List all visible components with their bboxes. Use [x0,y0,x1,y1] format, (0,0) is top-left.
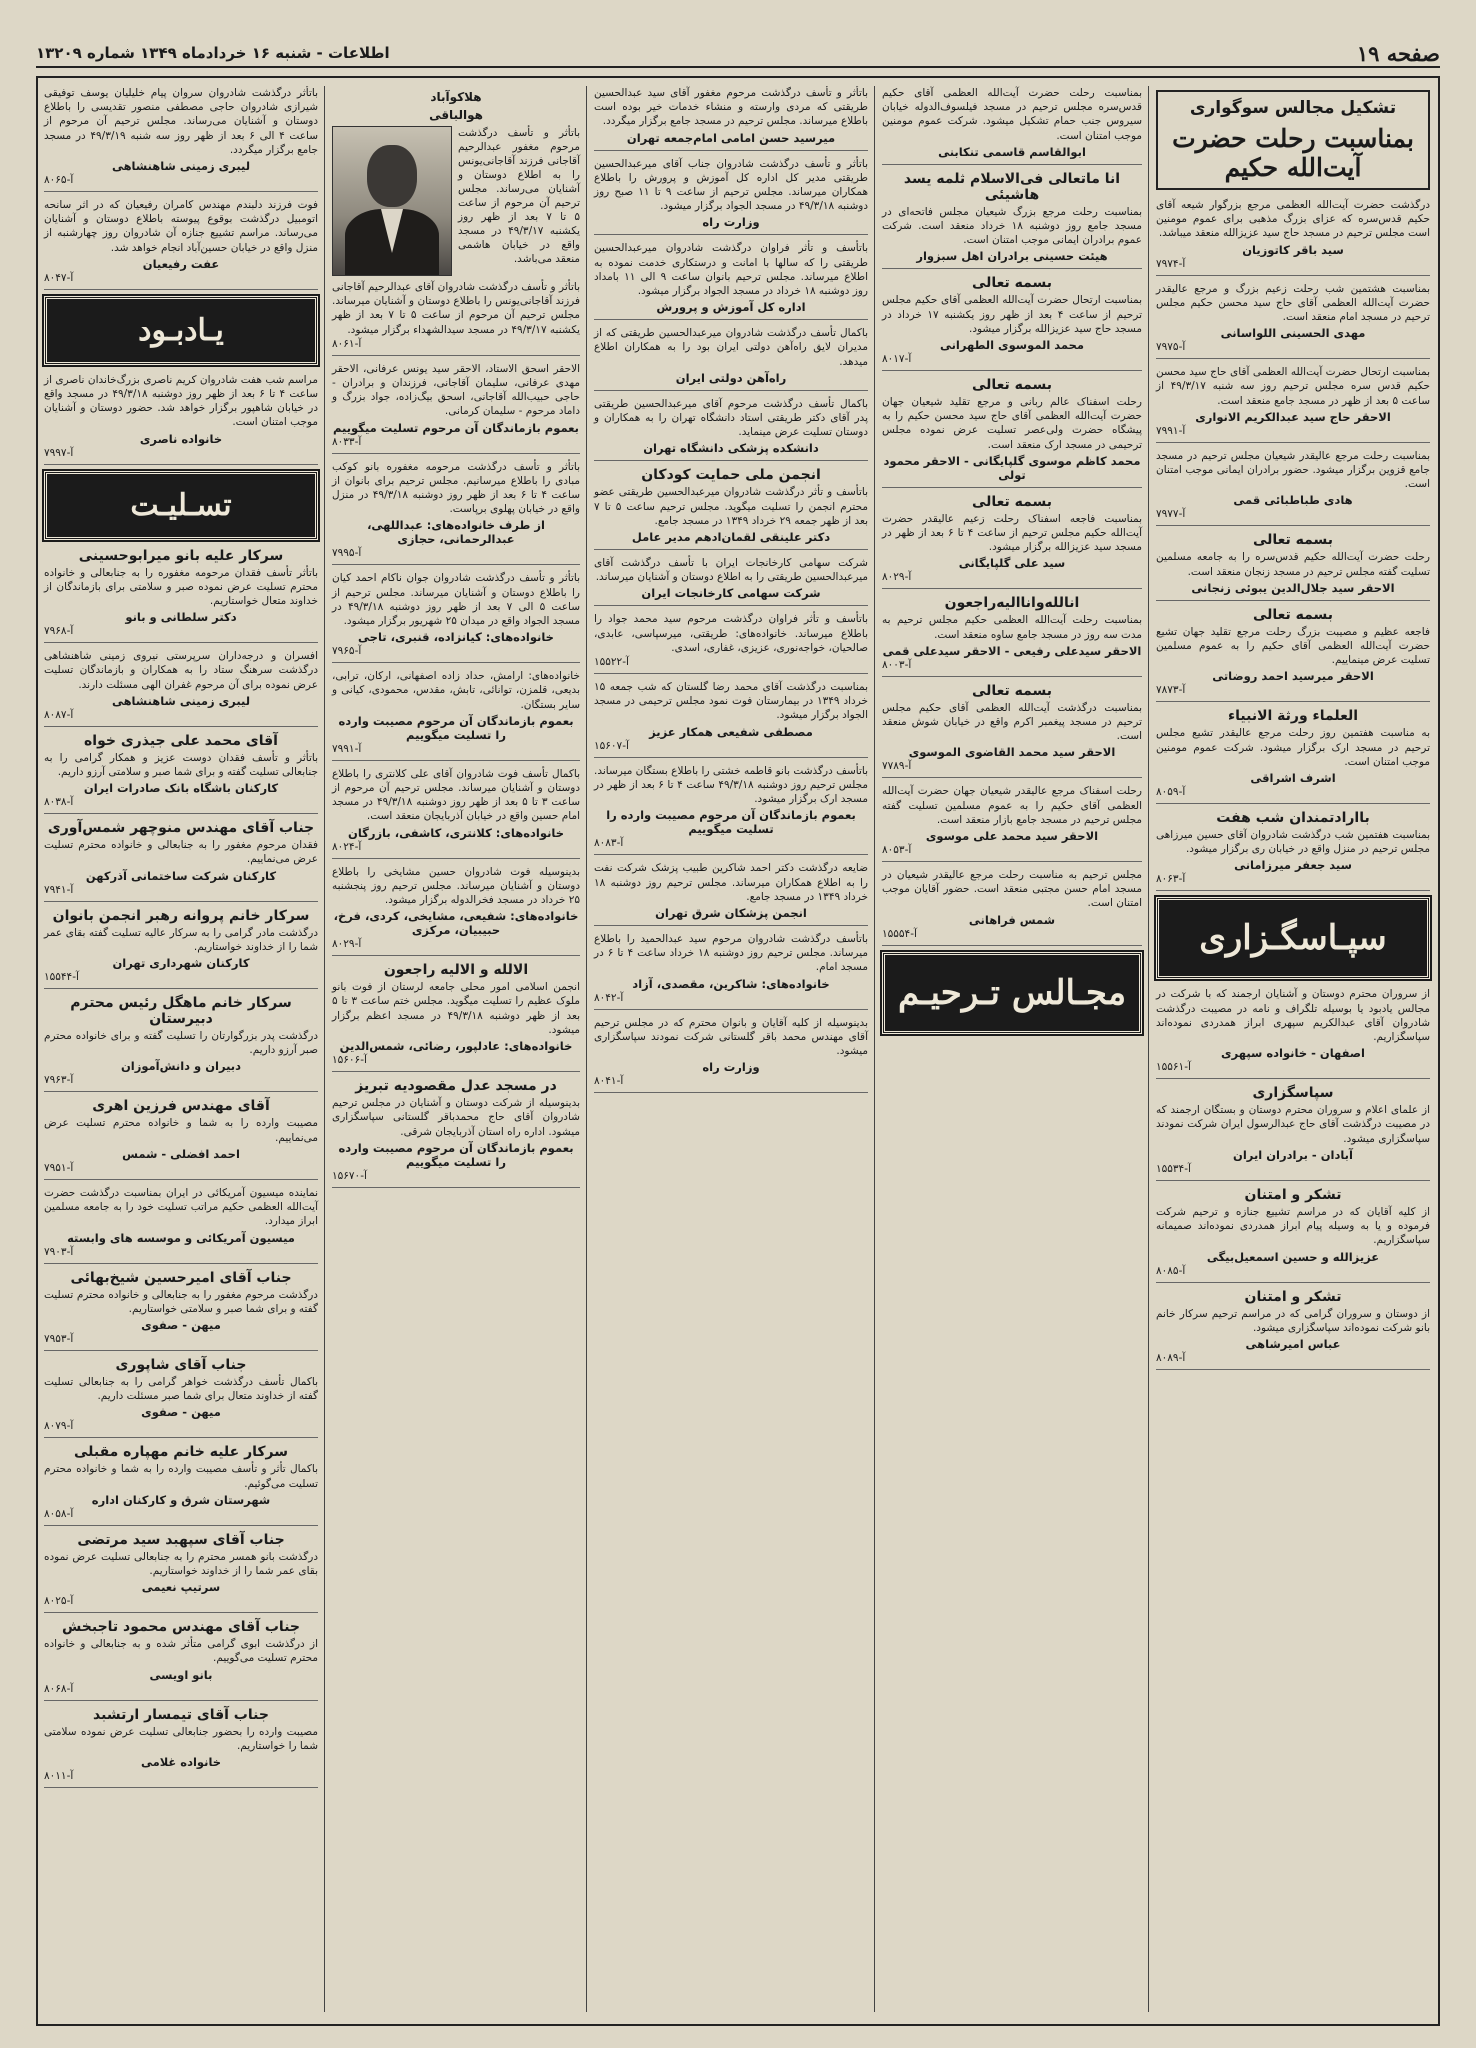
notice [44,1707,318,1788]
notice-body: بمناسبت رحلت مرجع بزرگ شیعیان مجلس فاتحه‌ای در مسجد جامع روز دوشنبه ۱۸ خرداد منعقد است. شرکت عموم برادران ایمانی موجب امتنان است. [882,205,1142,247]
notice-code: آ-۷۹۷۴ [1156,257,1186,270]
notice-body: درگذشت مادر گرامی را به سرکار عالیه تسلیت گفته بقای عمر شما را از خداوند خواستاریم. [44,926,318,953]
notice-sign: الاحقر حاج سید عبدالکریم الانواری [1195,409,1391,424]
notice-code: آ-۷۹۴۱ [44,883,74,896]
notice-code: آ-۱۵۵۴۴ [44,971,79,984]
notice-sign: سید جعفر میرزامانی [1234,858,1352,873]
notice-body: بدینوسیله از کلیه آقایان و بانوان محترم که در مجلس ترحیم آقای مهندس محمد باقر گلستانی شرکت نمودند سپاسگزاری میشود. [594,1016,868,1057]
notice-code: آ-۸۰۶۱ [332,337,362,350]
notice [332,767,580,859]
notice-body: بمناسبت ارتحال حضرت آیت‌الله العظمی آقای حاج سید محسن حکیم قدس سره مجلس ترحیم روز سه شنبه ۴۹/۳/۱۷ از ساعت ۵ بعد از ظهر در مسجد جامع منعقد است. [1156,366,1430,407]
notice-body: بدینوسیله از شرکت دوستان و آشنایان در مجلس ترحیم شادروان آقای حاج محمدباقر گلستانی سپاسگزاری میشود. اداره راه استان آذربایجان شرقی. [332,1097,580,1138]
notice-body: بمناسبت درگذشت آیت‌الله العظمی آقای حکیم مجلس ترحیم در مسجد پیغمبر اکرم واقع در خیابان شوش منعقد است. [882,701,1142,743]
notice-code: آ-۸۰۲۵ [44,1595,74,1608]
notice [44,1186,318,1264]
notice [594,932,868,1010]
notice [44,1098,318,1179]
notice-sign: بعموم بازماندگان آن مرحوم مصیبت وارده را تسلیت میگوییم [338,1140,574,1169]
notice-sign: عفت رفیعیان [142,256,220,271]
notice-title: بسمه تعالی [1252,606,1334,623]
notice-code: آ-۸۰۲۴ [332,840,362,853]
banner-tasliyat: تسـلیـت [44,471,318,540]
notice [882,683,1142,779]
notice-body: بمناسبت هفتمین شب درگذشت شادروان آقای حسین میرزاهی مجلس ترحیم در منزل واقع در خیابان ری برگزار میشود. [1156,829,1430,856]
notice [332,962,580,1072]
notice-title: انجمن ملی حمایت کودکان [641,467,821,484]
notice [44,1532,318,1613]
notice-code: آ-۷۹۶۳ [44,1074,74,1087]
notice-sign: الاحقر میرسید احمد روضاتی [1212,669,1374,684]
notice [882,377,1142,488]
notice-title: باارادتمندان شب هفت [1216,810,1370,827]
notice [332,571,580,663]
notice-sign: اداره کل آموزش و پرورش [656,300,806,315]
notice-code: آ-۸۰۴۱ [594,1075,624,1088]
col3-notices [588,86,874,1093]
column-rule [874,86,875,2012]
notice-code: آ-۸۰۴۷ [44,271,74,284]
col2-notices [326,280,586,1188]
notice-body: باتأثر و تأسف فقدان دوست عزیز و همکار گرامی را به جنابعالی تسلیت گفته و برای شما صبر و سلامتی آرزو داریم. [44,751,318,779]
notice-code: آ-۱۵۶۷۰ [332,1169,367,1182]
column-3 [588,86,874,2012]
notice-body: فوت فرزند دلبندم مهندس کامران رفیعیان که در اثر سانحه اتومبیل درگذشت بوقوع پیوسته باطلاع دوستان و آشنایان می‌رساند. مراسم تشییع جنازه آن شادروان روز چهارشنبه از منزل واقع در خیابان حسین‌آباد انجام خواهد شد. [44,199,318,254]
main-headline-box [1156,90,1430,190]
notice-body: باتأسف و تأثر درگذشت شادروان میرعبدالحسین طریقتی عضو محترم انجمن را تسلیت میگوید. مجلس ترحیم ساعت ۵ تا ۷ بعد از ظهر جمعه ۲۹ خرداد ۱۳۴۹ در مسجد جامع. [594,486,869,527]
notice-body: بمناسبت هشتمین شب رحلت زعیم بزرگ و مرجع عالیقدر حضرت آیت‌الله العظمی آقای حاج سید محسن حکیم مجلس ترحیم در مسجد امام منعقد است. [1156,282,1430,324]
notice [882,784,1142,862]
notice-code: آ-۷۸۷۳ [1156,684,1186,697]
notice-sign: میرسید حسن امامی امام‌جمعه تهران [626,130,836,145]
notice-sign: احمد افضلی - شمس [122,1146,240,1161]
notice-code: آ-۸۰۶۸ [44,1682,74,1695]
notice-body: مجلس ترحیم به مناسبت رحلت مرجع عالیقدر شیعیان در مسجد امام حسن مجتبی منعقد است. حضور آقایان موجب امتنان است. [882,869,1142,910]
notice-body: باتأثر درگذشت شادروان سروان پیام خلیلیان یوسف توفیقی شیرازی شادروان حاجی مصطفی منصور تقدیسی را باطلاع دوستان و آشنایان می‌رساند. مجلس ترحیم آن مرحوم از ساعت ۴ الی ۶ بعد از ظهر روز سه شنبه ۴۹/۳/۱۹ در مسجد جامع برگزار میگردد. [44,87,318,156]
notice-body: فقدان مرحوم مغفور را به جنابعالی و خانواده محترم تسلیت عرض می‌نماییم. [44,839,318,866]
notice [594,397,868,462]
notice-body: بمناسبت رحلت مرجع عالیقدر شیعیان مجلس ترحیم در مسجد جامع قزوین برگزار میشود. حضور برادران ایمانی موجب امتنان است. [1156,449,1430,491]
notice [1156,810,1430,891]
notice-code: آ-۸۰۲۹ [882,571,912,584]
col1-notices-a [38,86,324,290]
notice-sign: اصفهان - خانواده سپهری [1221,1046,1365,1061]
col1-notices-c [38,548,324,1788]
notice-sign: خانواده ناصری [139,431,223,446]
notice-title: جناب آقای تیمسار ارتشبد [93,1706,269,1723]
notice-body: رحلت اسفناک عالم ربانی و مرجع تقلید شیعیان جهان حضرت آیت‌الله العظمی آقای حاج سید محسن حکیم را به پیشگاه حضرت ولی‌عصر تسلیت عرض نموده مجلس ترحیمی در مسجد ارک منعقد است. [882,396,1142,451]
notice [44,649,318,727]
notice-sign: مصطفی شفیعی همکار عزیز [649,724,813,739]
notice [1156,708,1430,804]
notice-sign: هیئت حسینی برادران اهل سبزوار [916,249,1108,264]
notice-code: آ-۷۹۶۸ [44,625,74,638]
notice-sign: انجمن پزشکان شرق تهران [655,905,807,920]
notice-sign: عباس امیرشاهی [1245,1336,1341,1351]
notice-sign: الاحقر سید محمد القاضوی الموسوی [908,745,1116,760]
notice-code: آ-۷۹۵۳ [44,1332,74,1345]
notice [44,86,318,192]
notice [44,1619,318,1700]
notice-sign: کارکنان باشگاه بانک صادرات ایران [83,781,279,796]
notice-body: مصیبت وارده را بحضور جنابعالی تسلیت عرض نموده سلامتی شما را خواستاریم. [44,1725,318,1752]
notice-sign: بانو اویسی [149,1667,213,1682]
notice [594,326,868,391]
notice [44,1357,318,1438]
notice-sign: میهن - صفوی [141,1317,221,1332]
notice-code: آ-۸۰۵۳ [882,844,912,857]
notice [1156,987,1430,1079]
notice-body: باتأسف درگذشت بانو قاطمه خشتی را باطلاع بستگان میرساند. مجلس ترحیم روز دوشنبه ۴۹/۳/۱۸ ساعت ۴ تا ۶ بعد از ظهر در مسجد ارک برگزار میشود. [593,764,869,806]
notice-code: آ-۷۹۶۵ [332,645,362,658]
banner-tarhim: مجـالس تـرحیـم [882,952,1142,1034]
col1-notices-b [38,373,324,465]
notice-code: آ-۸۰۵۹ [1156,786,1186,799]
column-2 [326,86,586,2012]
notice-body: درگذشت پدر بزرگوارتان را تسلیت گفته و برای خانواده محترم صبر آرزو داریم. [44,1030,318,1057]
issue-info: اطلاعات - شنبه ۱۶ خردادماه ۱۳۴۹ شماره ۱۳۲۰۹ [36,44,390,62]
notice-code: آ-۷۹۹۱ [332,742,362,755]
notice-title: انا‌لله‌و‌انا‌الیه‌راجعون [944,595,1080,612]
notice [594,241,868,320]
notice-title: سرکار خانم پروانه رهبر انجمن بانوان [52,907,310,924]
notice-sign: از طرف خانواده‌های: عبداللهی، عبدالرحمانی، حجازی [367,518,545,547]
notice-code: آ-۸۰۸۳ [594,837,624,850]
notice-title: سپاسگزاری [1252,1085,1334,1102]
notice-body: مراسم شب هفت شادروان کریم ناصری بزرگ‌خاندان ناصری از ساعت ۴ تا ۶ بعد از ظهر روز دوشنبه ۴۹/۳/۱۸ در مسجد واقع در خیابان شاهپور برگزار خواهد شد. حضور دوستان و آشنایان موجب امتنان است. [44,373,319,429]
notice-body: درگذشت مرحوم مغفور را به جنابعالی و خانواده محترم تسلیت گفته و برای شما صبر و سلامتی خواستاریم. [44,1288,318,1315]
notice [594,680,868,758]
obituary-heading: هوالباقی [429,108,483,122]
notice-body: از سروران محترم دوستان و آشنایان ارجمند که با شرکت در مجالس یادبود یا بوسیله تلگراف و نامه در مصیبت درگذشت شادروان آقای عبدالکریم سپهری ابراز همدردی نموده‌اند سپاسگزاریم. [1156,988,1430,1044]
notice-body: درگذشت بانو همسر محترم را به جنابعالی تسلیت عرض نموده بقای عمر شما را از خداوند خواستاریم. [44,1550,318,1577]
notice-code: آ-۸۰۱۷ [882,353,912,366]
notice [1156,282,1430,360]
notice-sign: سرتیپ نعیمی [141,1580,221,1595]
notice [594,764,868,856]
notice-title: بسمه تعالی [971,275,1053,292]
notice-code: آ-۷۹۰۳ [44,1245,74,1258]
notice-title: جناب آقای مهندس محمود تاجبخش [61,1619,300,1636]
notice-sign: شهرستان شرق و کارکنان اداره [91,1492,271,1507]
notice-body: باتأثر و تأسف درگذشت مرحومه مغفوره بانو کوکب مبادی را باطلاع میرسانیم. مجلس ترحیم برای بانوان از ساعت ۴ تا ۶ بعد از ظهر روز دوشنبه ۴۹/۳/۱۸ در منزل واقع در خیابان پهلوی برپاست. [332,460,580,516]
notice-code: آ-۸۰۵۸ [44,1507,74,1520]
notice-title: بسمه تعالی [971,682,1053,699]
column-rule [1148,86,1149,2012]
notice-sign: خانواده‌های: شاکرین، مقصدی، آزاد [632,976,830,991]
notice [332,669,580,761]
notice [1156,532,1430,600]
page-header [36,40,1440,68]
obituary-tag: هلاکوآباد [430,90,482,104]
notice-code: آ-۱۵۶۰۶ [332,1054,367,1067]
notice-body: باکمال تأسف فوت شادروان آقای علی کلانتری را باطلاع دوستان و آشنایان میرساند. مجلس ترحیم آن مرحوم از ساعت ۳ تا ۵ بعد از ظهر روز دوشنبه ۴۹/۳/۱۸ در مسجد امام حسین واقع در خیابان آذربایجان منعقد است. [332,767,580,823]
notice-code: آ-۸۰۰۳ [882,658,912,671]
notice [332,1078,580,1188]
notice-body: باتأسف و تأثر فراوان درگذشت مرحوم سید محمد جواد را باطلاع میرساند. خانواده‌های: طریقتی، میرسپاسی، عابدی، صالحیان، خواجه‌نوری، عزیزی، غفاری، اسدی. [594,613,868,654]
notice-sign: لیبری زمینی شاهنشاهی [111,159,251,174]
notice [44,820,318,901]
notice-body: باتأثر و تأسف درگذشت شادروان آقای عبدالرحیم آقاجانی فرزند آقاجانی‌یونس را باطلاع دوستان و آشنایان میرساند. مجلس ترحیم آن مرحوم از ساعت ۵ تا ۷ بعد از ظهر یکشنبه ۴۹/۳/۱۷ در مسجد سیدالشهداء برگزار میشود. [332,281,580,336]
notice-code: آ-۷۹۹۷ [44,446,74,459]
notice-sign: ابوالقاسم قاسمی تنکابنی [938,144,1086,159]
notice-body: باتأسف درگذشت شادروان مرحوم سید عبدالحمید را باطلاع میرساند. مجلس ترحیم روز دوشنبه ۱۸ خرداد ساعت ۴ تا ۶ در مسجد امام. [594,932,869,974]
column-rule [586,86,587,2012]
notice-body: باتأثر تأسف فقدان مرحومه مغفوره را به جنابعالی و خانواده محترم تسلیت عرض نموده صبر و سلامتی برای بازماندگان از خداوند متعال خواستاریم. [44,566,318,608]
notice-code: آ-۷۹۷۷ [1156,508,1186,521]
notice-title: بسمه تعالی [971,493,1053,510]
notice-sign: بعموم بازماندگان آن مرحوم مصیبت وارده را تسلیت میگوییم [338,713,574,742]
notice-body: رحلت حضرت آیت‌الله حکیم قدس‌سره را به جامعه مسلمین تسلیت گفته مجلس ترحیم در مسجد زنجان منعقد است. [1156,551,1430,578]
notice-body: از دوستان و سروران گرامی که در مراسم ترحیم سرکار خانم بانو شرکت نموده‌اند سپاسگزاری میشود. [1156,1307,1430,1334]
notice-sign: سید باقر کاتوزیان [1242,242,1344,257]
notice [882,86,1142,165]
notice [44,1444,318,1525]
notice-code: آ-۱۵۵۵۴ [882,927,917,940]
notice [882,595,1142,676]
notice-code: آ-۱۵۵۲۲ [594,656,629,669]
notice-sign: شرکت سهامی کارخانجات ایران [641,586,821,601]
notice-sign: خانواده‌های: کیانزاده، قنبری، تاجی [358,630,554,645]
notice-code: آ-۷۹۷۵ [1156,341,1186,354]
notice-body: باکمال تأسف درگذشت شادروان میرعبدالحسین طریقتی که از مدیران لایق راه‌آهن دولتی ایران بود را به همکاران اطلاع میدهد. [594,327,868,368]
column-5 [1150,86,1436,2012]
notice [1156,198,1430,276]
notice-body: مصیبت وارده را به شما و خانواده محترم تسلیت عرض می‌نماییم. [44,1117,318,1144]
notice-title: جناب آقای مهندس منوچهر شمس‌آوری [47,820,315,837]
notice [594,612,868,674]
column-rule [324,86,325,2012]
notice-sign: خانواده‌های: عادلپور، رضائی، شمس‌الدین [339,1039,573,1054]
notice-sign: آبادان - برادران ایران [1233,1147,1353,1162]
photo-notice-text: باتأثر و تأسف درگذشت مرحوم مغفور عبدالرحیم آقاجانی فرزند آقاجانی‌یونس را به اطلاع دوستان و آشنایان می‌رساند. مجلس ترحیم آن مرحوم از ساعت ۵ تا ۷ بعد از ظهر روز یکشنبه ۴۹/۳/۱۷ در مسجد واقع در خیابان هاشمی منعقد می‌باشد. [458,127,580,265]
notice-sign: اشرف اشراقی [1250,771,1336,786]
notice [44,908,318,989]
notice-body: خانواده‌های: ارامش، حداد زاده اصفهانی، ارکان، ترابی، بدیعی، قلمزن، توانائی، تابش، مقدس، محمودی، کیانی و سایر بستگان. [332,670,580,711]
notice-body: از درگذشت ابوی گرامی متأثر شده و به جنابعالی و خانواده محترم تسلیت می‌گوییم. [44,1638,318,1665]
notice-body: باتأثر و تأسف درگذشت شادروان جناب آقای میرعبدالحسین طریقتی مدیر کل اداره کل آموزش و پرورش را باطلاع همکاران میرساند. مجلس ترحیم از ساعت ۹ تا ۱۱ صبح روز دوشنبه ۴۹/۳/۱۸ در مسجد الجواد برگزار میشود. [594,157,868,213]
notice-sign: کارکنان شرکت ساختمانی آذرکهن [85,868,277,883]
notice [594,556,868,606]
notice [594,467,868,550]
notice-body: باکمال تأسف درگذشت مرحوم آقای میرعبدالحسین طریقتی پدر آقای دکتر طریقتی استاد دانشگاه تهران را به همکاران و دوستان تسلیت عرض مینماید. [594,397,868,439]
notice-body: درگذشت حضرت آیت‌الله العظمی مرجع بزرگوار شیعه آقای حکیم قدس‌سره که عزای بزرگ مذهبی برای عموم مومنین است مجلس ترحیم در مسجد حاج سید عزیزالله منعقد میباشد. [1156,199,1430,240]
column-4 [876,86,1148,2012]
headline-kicker: تشکیل مجالس سوگواری [1189,98,1397,118]
notice-body: انجمن اسلامی امور محلی جامعه لرستان از فوت بانو ملوک عظیم را تسلیت میگوید. مجلس ختم ساعت ۳ تا ۵ بعد از ظهر دوشنبه ۴۹/۳/۱۸ در مسجد اعظم برگزار میشود. [332,981,580,1036]
notice [594,157,868,236]
notice-body: از کلیه آقایان که در مراسم تشییع جنازه و ترحیم شرکت فرموده و یا به وسیله پیام ابراز همدردی نموده‌اند صمیمانه سپاسگزاریم. [1156,1205,1430,1247]
notice-title: الالله و الالیه راجعون [383,962,529,979]
notice-sign: لیبری زمینی شاهنشاهی [111,693,251,708]
notice-sign: خانواده‌های: کلانتری، کاشفی، بازرگان [348,825,564,840]
notice-title: بسمه تعالی [1252,532,1334,549]
col5-notices [1150,198,1436,891]
notice-title: جناب آقای امیرحسین شیخ‌بهائی [70,1269,292,1286]
notice-title: آقای محمد علی جیذری خواه [84,732,278,749]
notice-sign: وزارت راه [702,1060,760,1075]
notice-code: آ-۸۰۸۹ [1156,1351,1186,1364]
col4-notices [876,86,1148,946]
notice [332,865,580,957]
notice-code: آ-۱۵۵۳۴ [1156,1162,1191,1175]
notice [1156,607,1430,703]
notice-body: از علمای اعلام و سروران محترم دوستان و بستگان ارجمند که در مصیبت درگذشت آقای حاج عبدالرسول ایران شرکت نمودند سپاسگزاری میشود. [1156,1104,1430,1145]
headline: بمناسبت رحلت حضرت آیت‌الله حکیم [1172,124,1414,182]
notice-body: افسران و درجه‌داران سرپرستی نیروی زمینی شاهنشاهی درگذشت سرهنگ ستاد را به همکاران و بازماندگان تسلیت عرض نموده برای آن مرحوم غفران الهی مسئلت دارند. [44,650,318,691]
notice [594,1016,868,1094]
notice-sign: خانواده‌های: شفیعی، مشایخی، کردی، فرخ، حبیبیان، مرکزی [333,909,579,938]
notice-body: شرکت سهامی کارخانجات ایران با تأسف درگذشت آقای میرعبدالحسین طریقتی را به اطلاع دوستان و آشنایان میرساند. [594,557,868,584]
notice-title: جناب آقای سپهبد سید مرتضی [77,1531,285,1548]
notice-sign: وزارت راه [702,215,760,230]
notice-title: سرکار خانم ماهگل رئیس محترم دبیرستان [70,995,292,1028]
notice [44,198,318,290]
notice-sign: محمد الموسوی الطهرانی [939,338,1085,353]
notice-body: فاجعه عظیم و مصیبت بزرگ رحلت مرجع تقلید جهان تشیع حضرت آیت‌الله العظمی آقای حکیم را به عموم مسلمین تسلیت عرض مینماییم. [1156,625,1430,667]
notice [44,548,318,644]
page-number: صفحه ۱۹ [1356,40,1440,66]
notice [44,1270,318,1351]
notice-body: رحلت اسفناک مرجع عالیقدر شیعیان جهان حضرت آیت‌الله العظمی آقای حکیم را به عموم مسلمین تسلیت گفته مجلس ترحیم در مسجد جامع بازار منعقد است. [882,785,1142,826]
notice-body: باتأثر و تأسف درگذشت شادروان جوان ناکام احمد کیان را باطلاع دوستان و آشنایان میرساند. مجلس ترحیم از ساعت ۵ الی ۷ بعد از ظهر روز دوشنبه ۴۹/۳/۱۸ در مسجد الجواد واقع در میدان ۲۵ شهریور برگزار میشود. [332,572,580,628]
notice [882,171,1142,270]
notice-code: آ-۸۰۳۳ [332,435,362,448]
notice-sign: دکتر علینقی لقمان‌ادهم مدیر عامل [631,530,831,545]
notice-body: ضایعه درگذشت دکتر احمد شاکرین طبیب پزشک شرکت نفت را به اطلاع همکاران میرساند. مجلس ترحیم روز دوشنبه ۱۸ خرداد ۱۳۴۹ در مسجد جامع. [594,862,868,903]
notice-sign: دانشکده پزشکی دانشگاه تهران [643,441,819,456]
notice-title: انا ماتعالی فی‌الاسلام ثلمه یسد هاشیئی [903,170,1121,203]
notice-body: باتأسف و تأثر فراوان درگذشت شادروان میرعبدالحسین طریقتی را که سالها با امانت و درستکاری خدمت نموده به اطلاع میرساند. مجلس ترحیم بانوان ساعت ۹ الی ۱۱ بامداد روز دوشنبه ۱۸ خرداد در مسجد الجواد برگزار میشود. [594,242,868,298]
banner-sepasgozari: سپـاسگـزاری [1156,897,1430,979]
notice [594,861,868,926]
notice-sign: میهن - صفوی [141,1405,221,1420]
notice-code: آ-۸۰۴۲ [594,991,624,1004]
notice-code: آ-۷۷۸۹ [882,760,912,773]
notice-title: بسمه تعالی [971,377,1053,394]
notice-code: آ-۷۹۵۱ [44,1161,74,1174]
notice-code: آ-۷۹۹۱ [1156,424,1186,437]
notice [1156,1085,1430,1181]
notice [332,280,580,356]
notice-title: تشکر و امتنان [1244,1288,1342,1305]
col5-sepas-notices [1150,987,1436,1369]
notice-title: در مسجد عدل مقصودیه تبریز [355,1078,557,1095]
notice [882,868,1142,946]
notice [332,460,580,566]
notice-body: باکمال تأثر و تأسف مصیبت وارده را به شما و خانواده محترم تسلیت می‌گوئیم. [44,1463,318,1490]
notice-code: آ-۸۰۳۸ [44,796,74,809]
notice-body: بمناسبت رحلت حضرت آیت‌الله العظمی آقای حکیم قدس‌سره مجلس ترحیم در مسجد فیلسوف‌الدوله خیابان سیروس جنب حمام تشکیل میشود. شرکت عموم مومنین موجب امتنان است. [882,87,1142,142]
notice-sign: بعموم بازماندگان آن مرحوم تسلیت میگوییم [333,420,579,435]
notice [882,494,1142,590]
notice-title: سرکار علیه خانم مهپاره مقبلی [73,1444,289,1461]
notice [882,275,1142,371]
notice [332,362,580,454]
notice-body: بمناسبت رحلت آیت‌الله العظمی حکیم مجلس ترحیم به مدت سه روز در مسجد جامع ساوه منعقد است. [882,614,1142,641]
notice-body: بمناسبت فاجعه اسفناک رحلت زعیم عالیقدر حضرت آیت‌الله حکیم مجلس ترحیم از ساعت ۴ تا ۶ بعد از ظهر در مسجد سید عزیزالله برگزار میشود. [882,512,1142,554]
photo-notice [332,126,580,276]
notice-sign: سید علی گلپایگانی [958,556,1066,571]
portrait-photo [332,126,452,276]
notice-title: سرکار علیه بانو میرابوحسینی [78,547,284,564]
notice-body: باکمال تأسف درگذشت خواهر گرامی را به جنابعالی تسلیت گفته از خداوند متعال برای شما صبر مسئلت داریم. [44,1375,318,1403]
notice-code: آ-۸۰۶۵ [44,174,74,187]
notice-body: به مناسبت هفتمین روز رحلت مرجع عالیقدر تشیع مجلس ترحیم در مسجد ارک برگزار میشود. شرکت عموم مومنین موجب امتنان است. [1156,727,1430,768]
notice-sign: دکتر سلطانی و بانو [125,610,237,625]
notice-body: الاحقر اسحق الاستاد، الاحقر سید یونس عرفانی، الاحقر مهدی عرفانی، سلیمان آقاجانی، فرزندان و برادران - حاجی حبیب‌الله آقاجانی، اسحق بیگ‌زاده، جواد بزرگ و داماد مرحوم - سلیمان کرمانی. [332,362,580,418]
notice-sign: شمس فراهانی [968,912,1056,927]
notice-sign: دبیران و دانش‌آموزان [120,1059,242,1074]
notice [1156,449,1430,527]
notice-code: آ-۸۰۸۷ [44,708,74,721]
banner-yadbud: یـادبـود [44,296,318,365]
notice-sign: کارکنان شهرداری تهران [112,956,250,971]
notice-sign: خانواده غلامی [140,1754,222,1769]
notice [594,86,868,151]
notice-body: بمناسبت درگذشت آقای محمد رضا گلستان که شب جمعه ۱۵ خرداد ۱۳۴۹ در بیمارستان فوت نمود مجلس ترحیمی در مسجد الجواد برگزار میشود. [594,681,868,722]
notice-sign: الاحقر سید محمد علی موسوی [925,829,1099,844]
notice-code: آ-۸۰۲۹ [332,938,362,951]
notice-body: بمناسبت ارتحال حضرت آیت‌الله العظمی آقای حکیم مجلس ترحیم از ساعت ۴ بعد از ظهر روز یکشنبه ۱۷ خرداد در مسجد حاج سید عزیزالله برگزار میشود. [882,294,1143,335]
notice-code: آ-۱۵۶۰۷ [594,739,629,752]
notice [1156,365,1430,443]
notice-body: باتأثر و تأسف درگذشت مرحوم مغفور آقای سید عبدالحسین طریقتی که مردی وارسته و منشاء خدمات خیر بوده است باطلاع میرساند. مجلس ترحیم در مسجد جامع برگزار میگردد. [594,87,868,128]
notice-title: تشکر و امتنان [1244,1186,1342,1203]
notice [1156,1187,1430,1283]
notice-sign: میسیون آمریکائی و موسسه های وابسته [67,1230,295,1245]
notice-title: آقای مهندس فرزین اهری [92,1098,270,1115]
notice-body: نماینده میسیون آمریکائی در ایران بمناسبت درگذشت حضرت آیت‌الله العظمی حکیم مراتب تسلیت خود را به جامعه مسلمین ابراز میدارد. [44,1186,318,1228]
notice-code: آ-۸۰۸۵ [1156,1264,1186,1277]
notice-code: آ-۸۰۷۹ [44,1420,74,1433]
notice-sign: عزیزالله و حسین اسمعیل‌بیگی [1206,1249,1380,1264]
notice-sign: هادی طباطبائی قمی [1233,493,1353,508]
notice-code: آ-۱۵۵۶۱ [1156,1061,1191,1074]
notice-title: جناب آقای شاپوری [115,1356,247,1373]
notice-sign: الاحقر سیدعلی رفیعی - الاحقر سیدعلی قمی [882,643,1142,658]
notice-code: آ-۸۰۱۱ [44,1769,74,1782]
notice-sign: محمد کاظم موسوی گلپایگانی - الاحقر محمود تولی [883,453,1141,482]
notice [44,373,318,465]
notice-sign: بعموم بازماندگان آن مرحوم مصیبت وارده را تسلیت میگوییم [606,808,856,837]
notice [1156,1289,1430,1370]
notice-code: آ-۸۰۶۳ [1156,873,1186,886]
notice [44,995,318,1092]
notice [44,733,318,814]
notice-code: آ-۷۹۹۵ [332,547,362,560]
notice-sign: راه‌آهن دولتی ایران [675,370,787,385]
notice-sign: الاحقر سید جلال‌الدین یبوئی زنجانی [1191,580,1395,595]
notice-body: بدینوسیله فوت شادروان حسین مشایخی را باطلاع دوستان و آشنایان میرساند. مجلس ترحیم روز پنجشنبه ۲۵ خرداد در مسجد فخرالدوله برگزار میشود. [332,865,580,907]
notice-title: العلماء ورثة الانبیاء [1227,708,1359,725]
notice-sign: مهدی الحسینی اللواسانی [1220,326,1366,341]
column-1 [38,86,324,2012]
